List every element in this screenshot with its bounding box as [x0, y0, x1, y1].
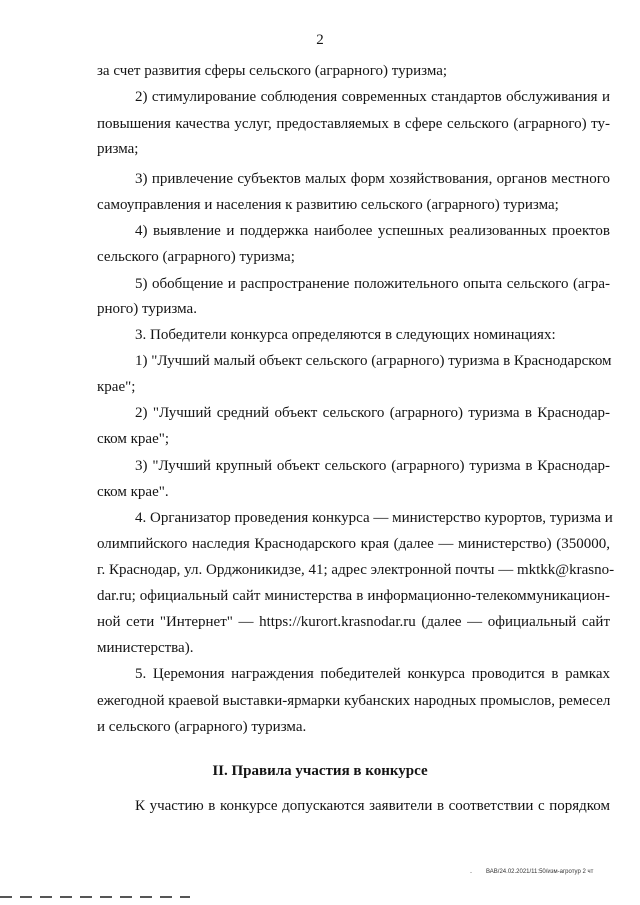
text-line: ском крае"; [97, 431, 170, 447]
text-line: 1) "Лучший малый объект сельского (аграрного) туризма в Краснодарском [135, 353, 612, 369]
text-line: рного) туризма. [97, 301, 197, 317]
text-line: олимпийского наследия Краснодарского края (далее — министерство) (350000, [97, 536, 610, 552]
text-line: повышения качества услуг, предоставляемых в сфере сельского (аграрного) ту- [97, 116, 610, 132]
text-line: за счет развития сферы сельского (аграрного) туризма; [97, 63, 448, 79]
text-line: ной сети "Интернет" — https://kurort.krasnodar.ru (далее — официальный сайт [97, 614, 610, 630]
text-line: 2) стимулирование соблюдения современных стандартов обслуживания и [135, 89, 610, 105]
text-line: 3) привлечение субъектов малых форм хозяйствования, органов местного [135, 171, 610, 187]
text-line: К участию в конкурсе допускаются заявители в соответствии с порядком [135, 798, 610, 814]
text-line: г. Краснодар, ул. Орджоникидзе, 41; адрес электронной почты — mktkk@krasno- [97, 562, 615, 578]
text-line: ежегодной краевой выставки-ярмарки кубанских народных промыслов, ремесел [97, 693, 611, 709]
text-line: самоуправления и населения к развитию сельского (аграрного) туризма; [97, 197, 559, 213]
text-line: министерства). [97, 640, 194, 656]
text-line: крае"; [97, 379, 136, 395]
scan-edge-dashes [0, 896, 190, 898]
page-number: 2 [316, 32, 324, 48]
text-line: ском крае". [97, 484, 169, 500]
text-line: 3. Победители конкурса определяются в следующих номинациях: [135, 327, 556, 343]
text-line: 4. Организатор проведения конкурса — министерство курортов, туризма и [135, 510, 613, 526]
text-line: 5. Церемония награждения победителей конкурса проводится в рамках [135, 666, 610, 682]
text-line: и сельского (аграрного) туризма. [97, 719, 307, 735]
text-line: 2) "Лучший средний объект сельского (аграрного) туризма в Краснодар- [135, 405, 610, 421]
text-line: ризма; [97, 141, 139, 157]
footer-code: ВАВ/24.02.2021/11:50/изм-агротур 2 чт [486, 869, 594, 875]
text-line: сельского (аграрного) туризма; [97, 249, 295, 265]
text-line: 4) выявление и поддержка наиболее успешных реализованных проектов [135, 223, 610, 239]
section-heading: II. Правила участия в конкурсе [212, 763, 428, 779]
text-line: 3) "Лучший крупный объект сельского (аграрного) туризма в Краснодар- [135, 458, 610, 474]
text-line: dar.ru; официальный сайт министерства в информационно-телекоммуникацион- [97, 588, 610, 604]
footer-tick: - [470, 870, 472, 876]
text-line: 5) обобщение и распространение положительного опыта сельского (агра- [135, 276, 610, 292]
